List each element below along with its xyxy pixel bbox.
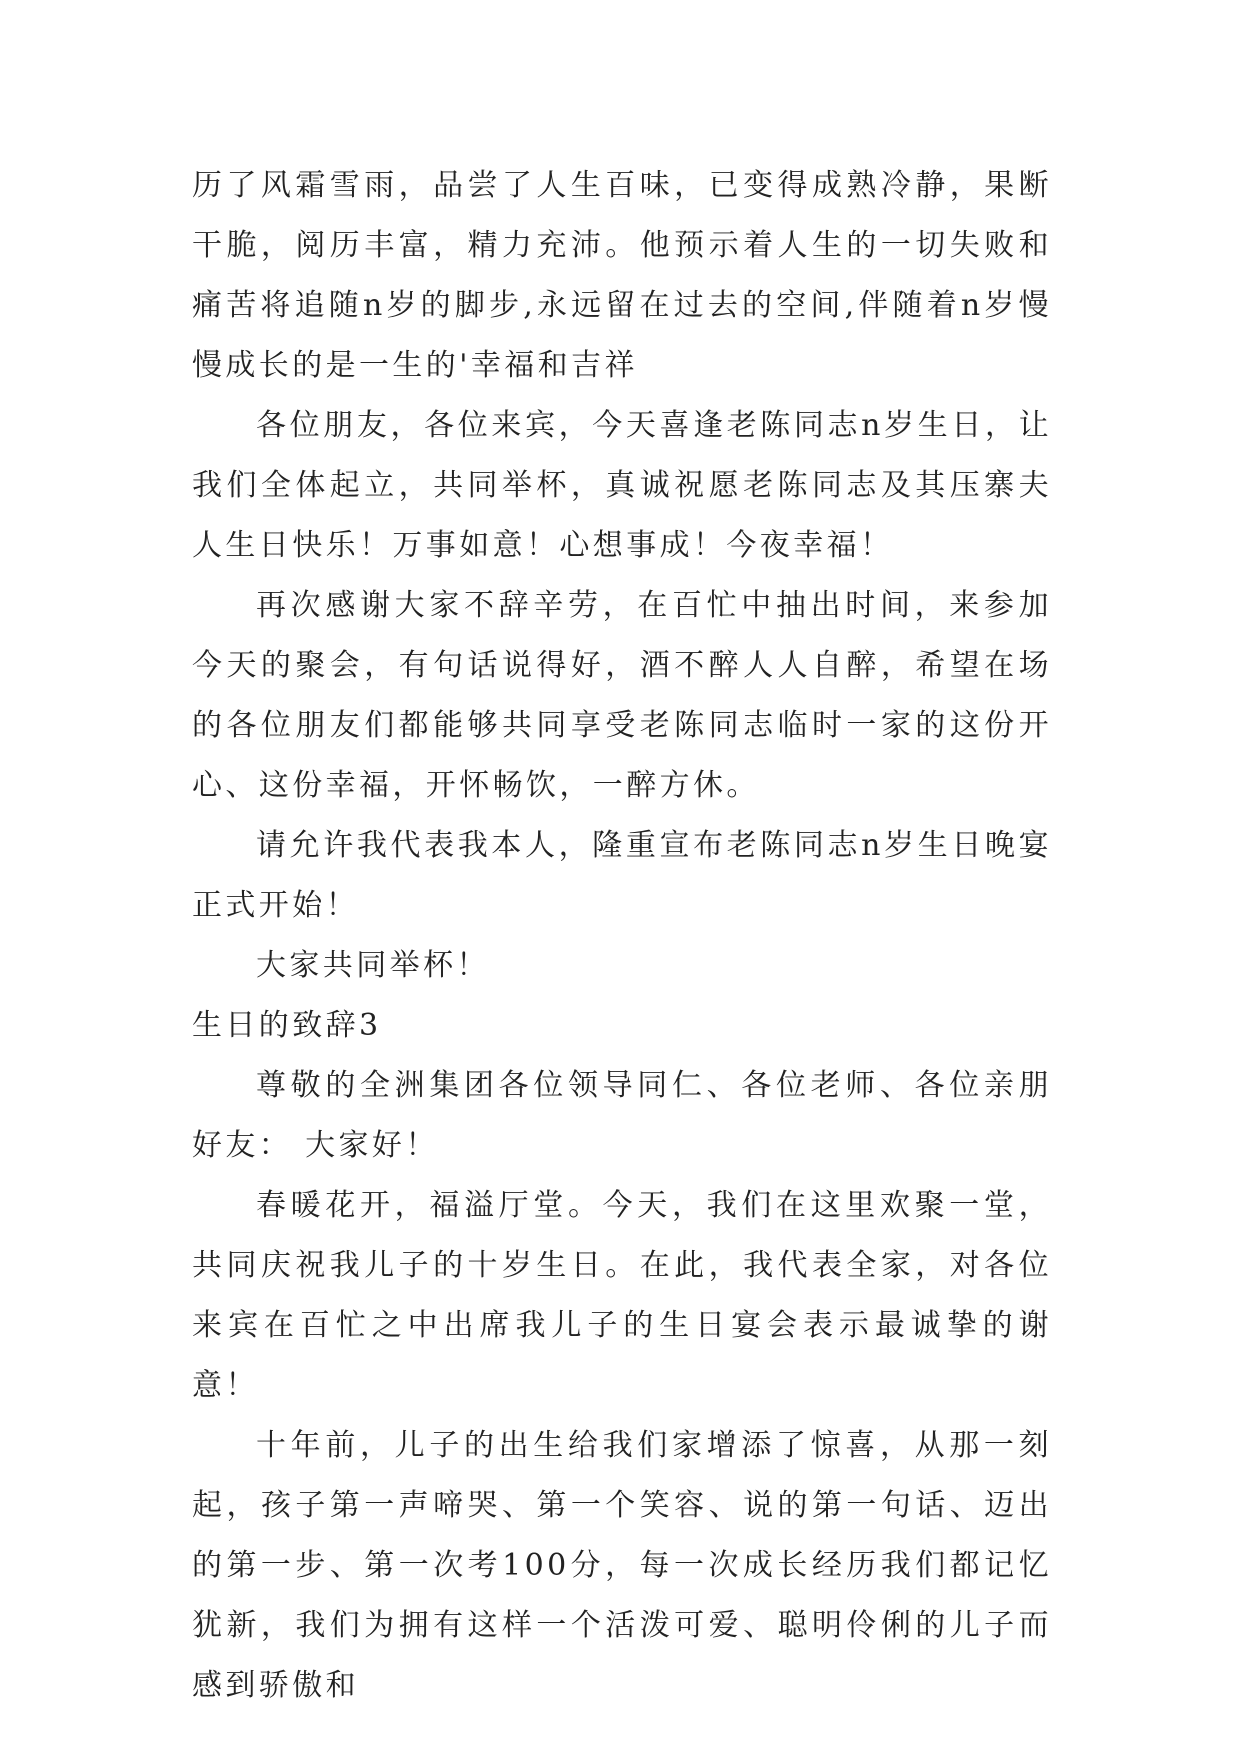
paragraph-8: 十年前，儿子的出生给我们家增添了惊喜，从那一刻起，孩子第一声啼哭、第一个笑容、说的第一句话、迈出的第一步、第一次考100分，每一次成长经历我们都记忆犹新，我们为拥有这样一个活泼可爱、聪明伶俐的儿子而感到骄傲和 — [192, 1428, 1052, 1703]
section-heading: 生日的致辞3 — [192, 1008, 382, 1043]
paragraph-6: 尊敬的全洲集团各位领导同仁、各位老师、各位亲朋好友： 大家好！ — [192, 1068, 1052, 1163]
paragraph-5: 大家共同举杯！ — [256, 948, 490, 983]
paragraph-3: 再次感谢大家不辞辛劳，在百忙中抽出时间，来参加今天的聚会，有句话说得好，酒不醉人人自醉，希望在场的各位朋友们都能够共同享受老陈同志临时一家的这份开心、这份幸福，开怀畅饮，一醉方休。 — [192, 588, 1052, 803]
paragraph-2: 各位朋友，各位来宾，今天喜逢老陈同志n岁生日，让我们全体起立，共同举杯，真诚祝愿老陈同志及其压寨夫人生日快乐！万事如意！心想事成！今夜幸福！ — [192, 408, 1052, 563]
paragraph-4: 请允许我代表我本人，隆重宣布老陈同志n岁生日晚宴正式开始！ — [192, 828, 1052, 923]
paragraph-1: 历了风霜雪雨，品尝了人生百味，已变得成熟冷静，果断干脆，阅历丰富，精力充沛。他预示着人生的一切失败和痛苦将追随n岁的脚步,永远留在过去的空间,伴随着n岁慢慢成长的是一生的'幸福和吉祥 — [192, 168, 1052, 383]
paragraph-7: 春暖花开，福溢厅堂。今天，我们在这里欢聚一堂，共同庆祝我儿子的十岁生日。在此，我代表全家，对各位来宾在百忙之中出席我儿子的生日宴会表示最诚挚的谢意！ — [192, 1188, 1052, 1403]
document-body — [192, 156, 1052, 1716]
